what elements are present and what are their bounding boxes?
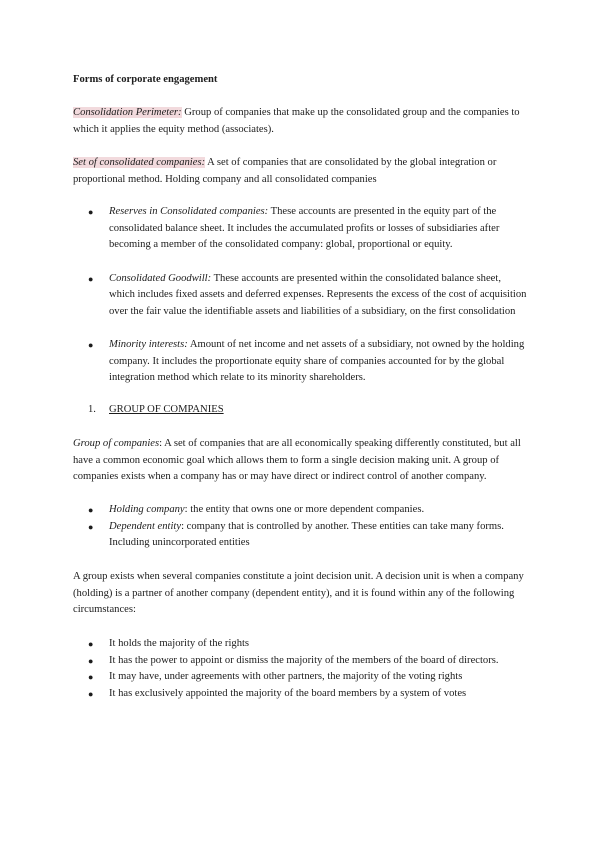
bullet-icon: ● xyxy=(88,521,94,532)
consolidated-companies-text: A set of companies that are consolidated by the global integration or proportional method. Holding company and all consolidated companies xyxy=(73,157,497,185)
group-of-companies-text: : A set of companies that are all economically speaking differently constituted, but all have a common economic goal which allows them to form a single decision making unit. A group of companies exists when a company has or may have direct or indirect control of another company. xyxy=(73,438,521,482)
list-item xyxy=(88,686,528,703)
section-heading-group-of-companies xyxy=(88,402,224,419)
list-item-text: It may have, under agreements with other partners, the majority of the voting rights xyxy=(109,671,463,682)
circumstances-list xyxy=(88,636,528,702)
bullet-icon: ● xyxy=(88,688,94,699)
list-item-term: Holding company xyxy=(109,504,185,515)
bullet-icon: ● xyxy=(88,207,94,217)
decision-unit-paragraph: A group exists when several companies constitute a joint decision unit. A decision unit is when a company (holding) is a partner of another company (dependent entity), and it is found within any of the following circumstances: xyxy=(73,571,524,615)
list-item-term: Dependent entity xyxy=(109,520,182,532)
bullet-icon: ● xyxy=(88,273,94,284)
list-item-text: It has exclusively appointed the majority of the board members by a system of votes xyxy=(109,687,467,699)
list-item xyxy=(88,636,528,653)
entity-types-list xyxy=(88,502,528,552)
list-item xyxy=(88,337,528,387)
list-item xyxy=(88,519,528,552)
consolidation-accounts-list xyxy=(88,204,528,387)
list-item-text: : company that is controlled by another. These entities can take many forms. Including unincorporated entities xyxy=(109,520,504,548)
bullet-icon: ● xyxy=(88,672,94,682)
consolidation-perimeter-text: Group of companies that make up the consolidated group and the companies to which it applies the equity method (associates). xyxy=(73,107,520,135)
bullet-icon: ● xyxy=(88,340,94,350)
list-item-term: Reserves in Consolidated companies: xyxy=(109,206,269,217)
consolidation-perimeter-term: Consolidation Perimeter: xyxy=(73,107,182,118)
bullet-icon: ● xyxy=(88,505,94,515)
consolidated-companies-term: Set of consolidated companies: xyxy=(73,157,206,168)
list-item-term: Minority interests: xyxy=(109,339,188,350)
list-item-text: It has the power to appoint or dismiss the majority of the members of the board of directors. xyxy=(109,654,499,666)
list-item xyxy=(88,669,528,686)
list-item xyxy=(88,204,528,254)
list-item-text: These accounts are presented within the consolidated balance sheet, which includes fixed assets and deferred expenses. Represents the excess of the cost of acquisition over the fair value the identifiable assets and liabilities of a subsidiary, on the first consolidation xyxy=(109,272,527,317)
bullet-icon: ● xyxy=(88,655,94,666)
list-item xyxy=(88,653,528,670)
list-item xyxy=(88,271,528,321)
list-item xyxy=(88,502,528,519)
section-label: GROUP OF COMPANIES xyxy=(109,404,224,415)
list-item-text: These accounts are presented in the equity part of the consolidated balance sheet. It includes the accumulated profits or losses of subsidiaries after becoming a member of the consolidated company: global, proportional or equity. xyxy=(109,206,500,250)
list-item-text: It holds the majority of the rights xyxy=(109,638,250,649)
consolidation-perimeter-paragraph xyxy=(73,105,528,138)
bullet-icon: ● xyxy=(88,639,94,649)
list-item-term: Consolidated Goodwill: xyxy=(109,272,212,284)
section-number: 1. xyxy=(88,404,96,415)
consolidated-companies-paragraph xyxy=(73,155,528,188)
group-of-companies-term: Group of companies xyxy=(73,438,160,449)
page-title: Forms of corporate engagement xyxy=(73,74,218,85)
list-item-text: : the entity that owns one or more dependent companies. xyxy=(184,504,425,515)
list-item-text: Amount of net income and net assets of a subsidiary, not owned by the holding company. It includes the proportionate equity share of companies accounted for by the global integration method which relate to its minority shareholders. xyxy=(109,339,525,383)
group-of-companies-paragraph xyxy=(73,436,528,486)
